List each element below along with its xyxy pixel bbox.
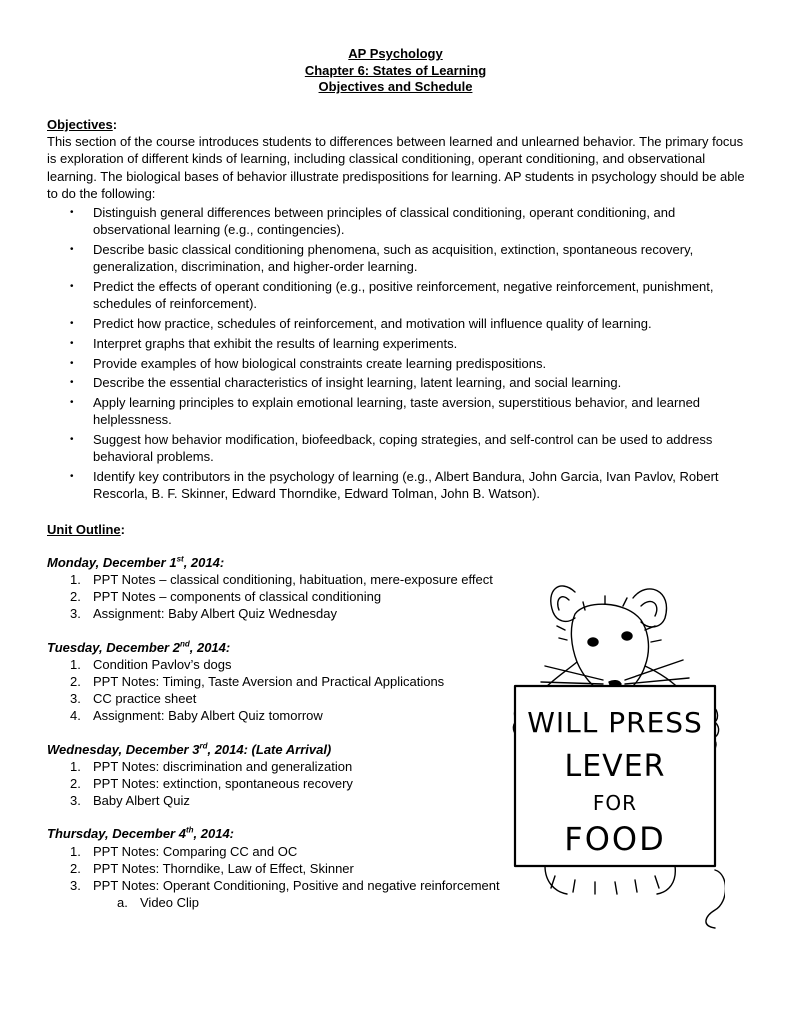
objective-item: [47, 278, 747, 312]
item-text: Condition Pavlov’s dogs: [93, 656, 232, 672]
item-text: CC practice sheet: [93, 691, 197, 707]
bullet-icon: •: [70, 434, 74, 446]
day-heading-year: , 2014:: [189, 639, 231, 655]
bullet-icon: •: [70, 281, 74, 293]
item-text: PPT Notes: Timing, Taste Aversion and Practical Applications: [93, 674, 445, 690]
objective-text: Interpret graphs that exhibit the results of learning experiments.: [93, 335, 458, 351]
item-number: 2.: [70, 674, 81, 690]
objective-text: Predict how practice, schedules of reinforcement, and motivation will influence quality of learning.: [93, 316, 652, 332]
course-title: AP Psychology: [348, 46, 443, 61]
item-number: 3.: [70, 878, 81, 894]
item-text: Assignment: Baby Albert Quiz tomorrow: [93, 708, 323, 724]
item-text: PPT Notes: Thorndike, Law of Effect, Skinner: [93, 860, 354, 876]
item-text: PPT Notes: Comparing CC and OC: [93, 843, 298, 859]
unit-outline-heading-line: [47, 521, 747, 538]
rat-ear-right-inner: [641, 601, 657, 616]
objectives-intro: This section of the course introduces students to differences between learned and unlearned behavior. The primary focus is exploration of different kinds of learning, including classical conditioning, operant conditioning, and observational learning. The biological bases of behavior illustrate predispositions for learning. AP students in psychology should be able to do the following:: [47, 134, 745, 201]
objectives-heading-colon: :: [112, 117, 118, 132]
bullet-icon: •: [70, 337, 74, 349]
objective-text: Suggest how behavior modification, biofeedback, coping strategies, and self-control can be used to address behavioral problems.: [93, 432, 713, 465]
item-number: 2.: [70, 860, 81, 876]
objective-item: [47, 355, 747, 372]
sign-text-line3: FOR: [592, 791, 638, 815]
objective-text: Describe the essential characteristics of insight learning, latent learning, and social learning.: [93, 375, 622, 391]
objective-item: [47, 335, 747, 352]
item-text: PPT Notes – components of classical conditioning: [93, 589, 382, 605]
bullet-icon: •: [70, 318, 74, 330]
item-text: PPT Notes: Operant Conditioning, Positive and negative reinforcement: [93, 878, 500, 894]
objective-text: Apply learning principles to explain emotional learning, taste aversion, superstitious behavior, and learned helplessness.: [93, 395, 701, 428]
day-heading-text: Wednesday, December 3: [47, 741, 200, 757]
day-heading-year: , 2014:: [193, 826, 235, 842]
objective-text: Provide examples of how biological constraints create learning predispositions.: [93, 355, 547, 371]
item-text: PPT Notes – classical conditioning, habituation, mere-exposure effect: [93, 572, 493, 588]
rat-eye-right: [622, 632, 632, 640]
objective-item: [47, 374, 747, 391]
objective-text: Describe basic classical conditioning phenomena, such as acquisition, extinction, spontaneous recovery, generalization, discrimination, and higher-order learning.: [93, 242, 694, 275]
sign-text-line4: FOOD: [564, 820, 666, 858]
day-ordinal: nd: [179, 639, 190, 649]
day-heading-monday: [47, 554, 747, 571]
item-number: 3.: [70, 691, 81, 707]
day-heading-text: Tuesday, December 2: [47, 639, 180, 655]
sign-text-line1: WILL PRESS: [527, 706, 703, 739]
item-number: 1.: [70, 572, 81, 588]
objectives-heading: Objectives: [47, 117, 113, 132]
objective-item: [47, 315, 747, 332]
rat-eye-left: [588, 638, 598, 646]
item-text: Video Clip: [140, 895, 200, 911]
item-text: PPT Notes: discrimination and generalization: [93, 758, 353, 774]
item-text: PPT Notes: extinction, spontaneous recovery: [93, 776, 353, 792]
objective-text: Distinguish general differences between principles of classical conditioning, operant conditioning, and observational learning (e.g., contingencies).: [93, 205, 676, 238]
objective-item: [47, 241, 747, 275]
chapter-title: Chapter 6: States of Learning: [304, 62, 487, 78]
item-number: 4.: [70, 708, 81, 724]
rat-belly-fur: [551, 876, 659, 894]
item-number: 3.: [70, 793, 81, 809]
day-heading-text: Monday, December 1: [47, 554, 177, 570]
item-number: 1.: [70, 843, 81, 859]
day-heading-text: Thursday, December 4: [47, 826, 186, 842]
rat-tail: [706, 870, 725, 928]
objectives-list: [47, 204, 747, 503]
day-ordinal: rd: [199, 741, 208, 751]
item-number: 2.: [70, 589, 81, 605]
bullet-icon: •: [70, 357, 74, 369]
day-ordinal: st: [176, 554, 184, 564]
item-text: Assignment: Baby Albert Quiz Wednesday: [93, 606, 337, 622]
section-title: Objectives and Schedule: [318, 79, 473, 94]
objective-item: [47, 468, 747, 502]
objectives-heading-line: [47, 116, 747, 133]
item-number: 1.: [70, 758, 81, 774]
day-heading-year: , 2014:: [183, 554, 225, 570]
bullet-icon: •: [70, 244, 74, 256]
rat-ear-left-inner: [558, 597, 569, 610]
unit-outline-heading: Unit Outline: [47, 521, 121, 537]
bullet-icon: •: [70, 471, 74, 483]
rat-with-sign-illustration: [505, 570, 725, 930]
document-title-block: [0, 46, 791, 96]
unit-outline-heading-colon: :: [120, 521, 126, 537]
bullet-icon: •: [70, 397, 74, 409]
day-ordinal: th: [185, 826, 194, 836]
bullet-icon: •: [70, 377, 74, 389]
item-text: Baby Albert Quiz: [93, 793, 190, 809]
item-number: 2.: [70, 776, 81, 792]
item-number: 3.: [70, 606, 81, 622]
objective-item: [47, 204, 747, 238]
rat-ear-left: [551, 586, 575, 621]
objective-text: Predict the effects of operant conditioning (e.g., positive reinforcement, negative reinforcement, punishment, schedules of reinforcement).: [93, 279, 714, 312]
objective-item: [47, 394, 747, 428]
objective-text: Identify key contributors in the psychology of learning (e.g., Albert Bandura, John Garcia, Ivan Pavlov, Robert Rescorla, B. F. Skinner, Edward Thorndike, Edward Tolman, John B. Watson).: [93, 469, 719, 502]
day-heading-year: , 2014: (Late Arrival): [207, 741, 332, 757]
bullet-icon: •: [70, 207, 74, 219]
item-number: 1.: [70, 656, 81, 672]
objective-item: [47, 431, 747, 465]
rat-ear-right: [633, 589, 666, 627]
item-letter: a.: [117, 895, 128, 911]
sign-text-line2: LEVER: [564, 749, 666, 784]
